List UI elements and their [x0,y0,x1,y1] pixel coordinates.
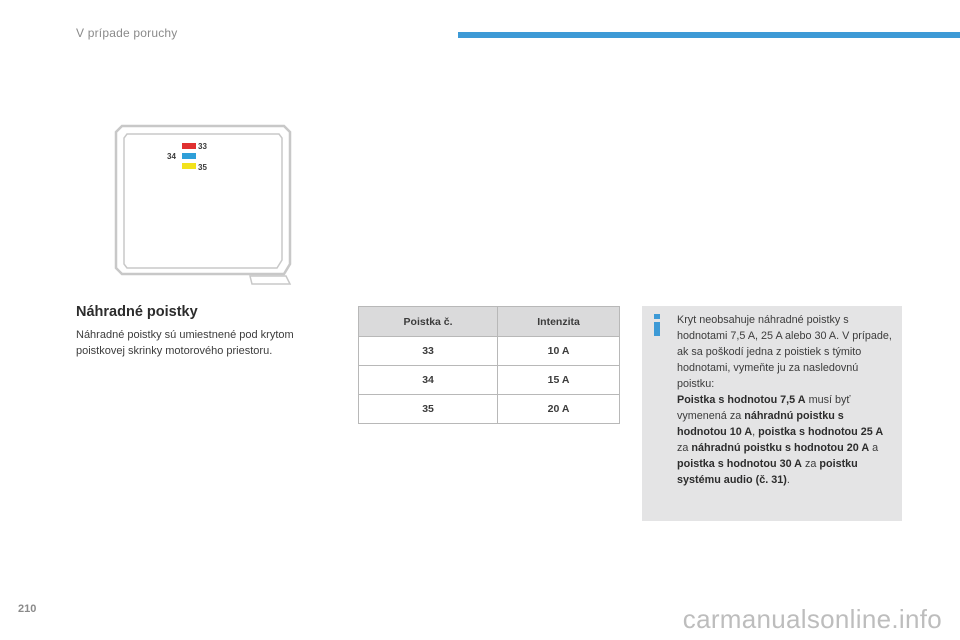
info-text-part: musí byť vymenená za [677,394,851,422]
section-title: Náhradné poistky [76,304,198,320]
page-number: 210 [18,603,37,615]
fuse-33 [182,143,196,149]
table-cell: 20 A [498,395,620,424]
table-row [359,395,620,424]
table-row [359,366,620,395]
info-text-bold: náhradnú poistku s hodnotou 20 A [691,442,870,454]
column-header-intensity: Intenzita [498,307,620,337]
info-text-part: za [677,442,692,454]
info-text-bold: poistku systému audio (č. 31) [677,458,858,486]
info-text-bold: poistka s hodnotou 25 A [758,426,884,438]
info-text [677,312,895,488]
fuse-table [358,306,620,424]
info-text-bold: náhradnú poistku s hodnotou 10 A [677,410,844,438]
info-text-bold: Poistka s hodnotou 7,5 A [677,394,806,406]
info-text-bold: poistka s hodnotou 30 A [677,458,802,470]
info-text-part: za [801,458,820,470]
info-text-part: a [869,442,879,454]
info-icon [652,314,662,336]
table-cell: 10 A [498,337,620,366]
table-cell: 33 [359,337,498,366]
fuse-box-diagram [112,122,294,290]
table-row [359,337,620,366]
fuse-label-33: 33 [198,142,207,151]
header-accent-bar [458,32,960,38]
fuse-34 [182,153,196,159]
info-text-part: , [752,426,759,438]
fuse-35 [182,163,196,169]
column-header-fuse-number: Poistka č. [359,307,498,337]
watermark: carmanualsonline.info [682,604,942,634]
table-header-row [359,307,620,337]
fuse-label-34: 34 [167,152,176,161]
table-cell: 15 A [498,366,620,395]
info-box [642,306,902,521]
table-cell: 35 [359,395,498,424]
info-text-part: . [786,474,790,486]
header-title: V prípade poruchy [76,26,178,40]
table-cell: 34 [359,366,498,395]
info-text-part: Kryt neobsahuje náhradné poistky s hodnotami 7,5 A, 25 A alebo 30 A. V prípade, ak sa poškodí jedna z poistiek s týmito hodnotami, vymeňte ju za nasledovnú poistku: [677,314,892,390]
fuse-label-35: 35 [198,163,207,172]
section-text: Náhradné poistky sú umiestnené pod krytom poistkovej skrinky motorového priestoru. [76,329,294,357]
